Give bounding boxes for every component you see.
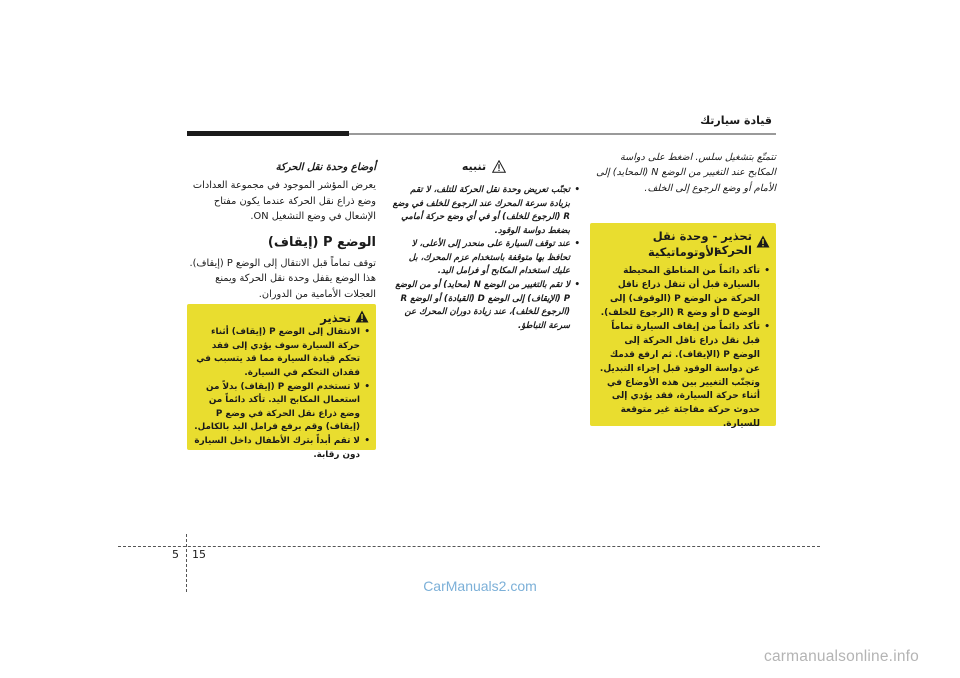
right-intro-paragraph: تتمتّع بتشغيل سلس. اضغط على دواسة المكابح عند التغيير من الوضع N (المحايد) إلى الأمام أو وضع الرجوع إلى الخلف. xyxy=(596,152,776,194)
warning-title-row xyxy=(320,310,369,326)
right-intro-text xyxy=(590,150,776,196)
subsection-paragraph: يعرض المؤشر الموجود في مجموعة العدادات وضع ذراع نقل الحركة عندما يكون مفتاح الإشعال في وضع التشغيل ON. xyxy=(192,180,376,223)
caution-list xyxy=(388,184,580,333)
watermark-text[interactable]: CarManuals2.com xyxy=(423,578,537,594)
warning-item: • تأكد دائماً من إيقاف السيارة تماماً قبل نقل ذراع ناقل الحركة إلى الوضع P (الإيقاف). ثم ارفع قدمك عن دواسة الوقود قبل إجراء التبديل. وتجنّب التغيير بين هذه الأوضاع في أثناء حركة السيارة، فقد يؤدي إلى حدوث حركة مفاجئة غير متوقعة للسيارة. xyxy=(596,321,770,433)
section-heading: الوضع P (إيقاف) xyxy=(267,235,376,251)
warning-title: تحذير - وحدة نقل الحركة xyxy=(652,229,752,257)
header-rule-accent xyxy=(187,131,349,136)
section-paragraph: توقف تماماً قبل الانتقال إلى الوضع P (إيقاف). هذا الوضع يقفل وحدة نقل الحركة ويمنع العجلات الأمامية من الدوران. xyxy=(189,257,376,301)
warning-list xyxy=(596,265,770,432)
site-watermark: carmanualsonline.info xyxy=(764,648,919,665)
warning-triangle-icon xyxy=(355,310,369,326)
caution-title: تنبيه xyxy=(461,160,487,173)
page-number: 15 xyxy=(192,548,206,561)
footer-separator xyxy=(118,546,820,547)
left-text-column xyxy=(187,160,376,303)
warning-item: • تأكد دائماً من المناطق المحيطة بالسيارة قبل أن تنقل ذراع ناقل الحركة من الوضع P (الوقوف) إلى الوضع D أو وضع R (الرجوع للخلف). xyxy=(596,265,770,321)
header-title: قيادة سيارتك xyxy=(700,114,772,127)
caution-block xyxy=(388,160,580,333)
warning-list xyxy=(193,326,370,462)
caution-item: • عند توقف السيارة على منحدر إلى الأعلى، لا تحافظ بها متوقفة باستخدام عزم المحرك، بل عليك استخدام المكابح أو فرامل اليد. xyxy=(388,238,580,279)
warning-title: تحذير xyxy=(320,311,351,325)
warning-box-transmission xyxy=(590,223,776,430)
warning-item: • لا تقم أبداً بترك الأطفال داخل السيارة دون رقابة. xyxy=(193,435,370,462)
warning-item: • لا تستخدم الوضع P (إيقاف) بدلاً من استعمال المكابح اليد. تأكد دائماً من وضع ذراع نقل الحركة في وضع P (إيقاف) وقم برفع فرامل اليد بالكامل. xyxy=(193,381,370,436)
warning-subtitle: الأوتوماتيكية xyxy=(648,245,718,259)
caution-title-row xyxy=(388,160,580,176)
subsection-heading: أوضاع وحدة نقل الحركة xyxy=(275,162,376,173)
caution-triangle-icon xyxy=(492,160,506,176)
caution-item: • لا تقم بالتغيير من الوضع N (محايد) أو من الوضع P (الإيقاف) إلى الوضع D (القيادة) أو الوضع R (الرجوع للخلف)، عند زيادة دوران المحرك عن سرعة التباطؤ. xyxy=(388,279,580,333)
caution-item: • تجنّب تعريض وحدة نقل الحركة للتلف، لا تقم بزيادة سرعة المحرك عند الرجوع للخلف في وضع R (الرجوع للخلف) أو في أي وضع حركة أمامي بضغط دواسة الوقود. xyxy=(388,184,580,238)
warning-item: • الانتقال إلى الوضع P (إيقاف) أثناء حركة السيارة سوف يؤدي إلى فقد تحكم قيادة السيارة مما قد يتسبب في فقدان التحكم في السيارة. xyxy=(193,326,370,381)
chapter-number: 5 xyxy=(172,548,179,561)
warning-box-park xyxy=(187,304,376,460)
